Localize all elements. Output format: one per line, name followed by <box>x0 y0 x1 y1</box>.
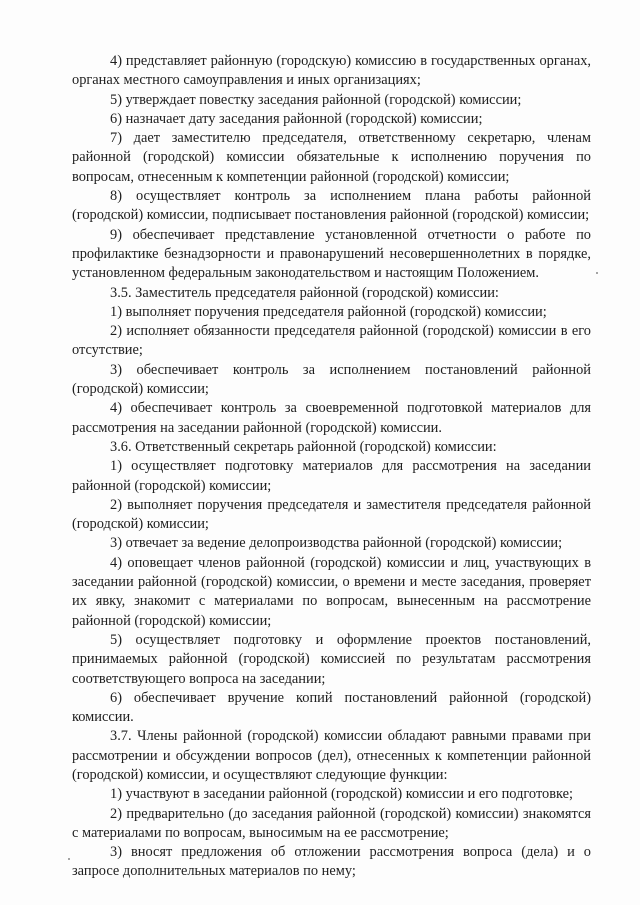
section-heading-3-6: 3.6. Ответственный секретарь районной (городской) комиссии: <box>110 438 497 455</box>
paragraph: 3) обеспечивает контроль за исполнением постановлений районной (городской) комиссии; <box>72 361 591 398</box>
document-body <box>72 52 591 882</box>
paragraph: 9) обеспечивает представление установленной отчетности о работе по профилактике безнадзорности и правонарушений несовершеннолетних в порядке, установленном федеральным законодательством и настоящим Положением. <box>72 226 591 282</box>
paragraph: 2) выполняет поручения председателя и заместителя председателя районной (городской) комиссии; <box>72 496 591 533</box>
paragraph: 4) представляет районную (городскую) комиссию в государственных органах, органах местного самоуправления и иных организациях; <box>72 53 591 89</box>
scan-speck <box>596 272 598 274</box>
paragraph: 2) исполняет обязанности председателя районной (городской) комиссии в его отсутствие; <box>72 323 591 359</box>
paragraph: 5) осуществляет подготовку и оформление проектов постановлений, принимаемых районной (городской) комиссией по результатам рассмотрения соответствующего вопроса на заседании; <box>72 631 591 687</box>
paragraph: 4) оповещает членов районной (городской) комиссии и лиц, участвующих в заседании районной (городской) комиссии, о времени и месте заседания, проверяет их явку, знакомит с материалами по вопросам, вынесенным на рассмотрение районной (городской) комиссии; <box>72 554 591 629</box>
paragraph: 6) обеспечивает вручение копий постановлений районной (городской) комиссии. <box>72 689 591 726</box>
paragraph: 2) предварительно (до заседания районной (городской) комиссии) знакомятся с материалами по вопросам, выносимым на ее рассмотрение; <box>72 805 591 841</box>
paragraph: 1) осуществляет подготовку материалов для рассмотрения на заседании районной (городской) комиссии; <box>72 458 591 494</box>
paragraph: 8) осуществляет контроль за исполнением плана работы районной (городской) комиссии, подписывает постановления районной (городской) комиссии; <box>72 188 591 224</box>
section-heading-3-7: 3.7. Члены районной (городской) комиссии обладают равными правами при рассмотрении и обсуждении вопросов (дел), отнесенных к компетенции районной (городской) комиссии, и осуществляют следующие функции: <box>72 728 591 783</box>
paragraph: 3) отвечает за ведение делопроизводства районной (городской) комиссии; <box>110 535 563 552</box>
paragraph: 6) назначает дату заседания районной (городской) комиссии; <box>110 110 483 127</box>
scan-speck <box>68 858 70 860</box>
paragraph: 1) выполняет поручения председателя районной (городской) комиссии; <box>110 303 547 320</box>
paragraph: 1) участвуют в заседании районной (городской) комиссии и его подготовке; <box>110 786 574 803</box>
paragraph: 5) утверждает повестку заседания районной (городской) комиссии; <box>110 91 522 108</box>
section-heading-3-5: 3.5. Заместитель председателя районной (городской) комиссии: <box>110 284 499 301</box>
paragraph: 7) дает заместителю председателя, ответственному секретарю, членам районной (городской) комиссии обязательные к исполнению поручения по вопросам, отнесенным к компетенции районной (городской) комиссии; <box>72 130 591 185</box>
paragraph: 4) обеспечивает контроль за своевременной подготовкой материалов для рассмотрения на заседании районной (городской) комиссии. <box>72 400 591 436</box>
paragraph: 3) вносят предложения об отложении рассмотрения вопроса (дела) и о запросе дополнительных материалов по нему; <box>72 844 591 880</box>
